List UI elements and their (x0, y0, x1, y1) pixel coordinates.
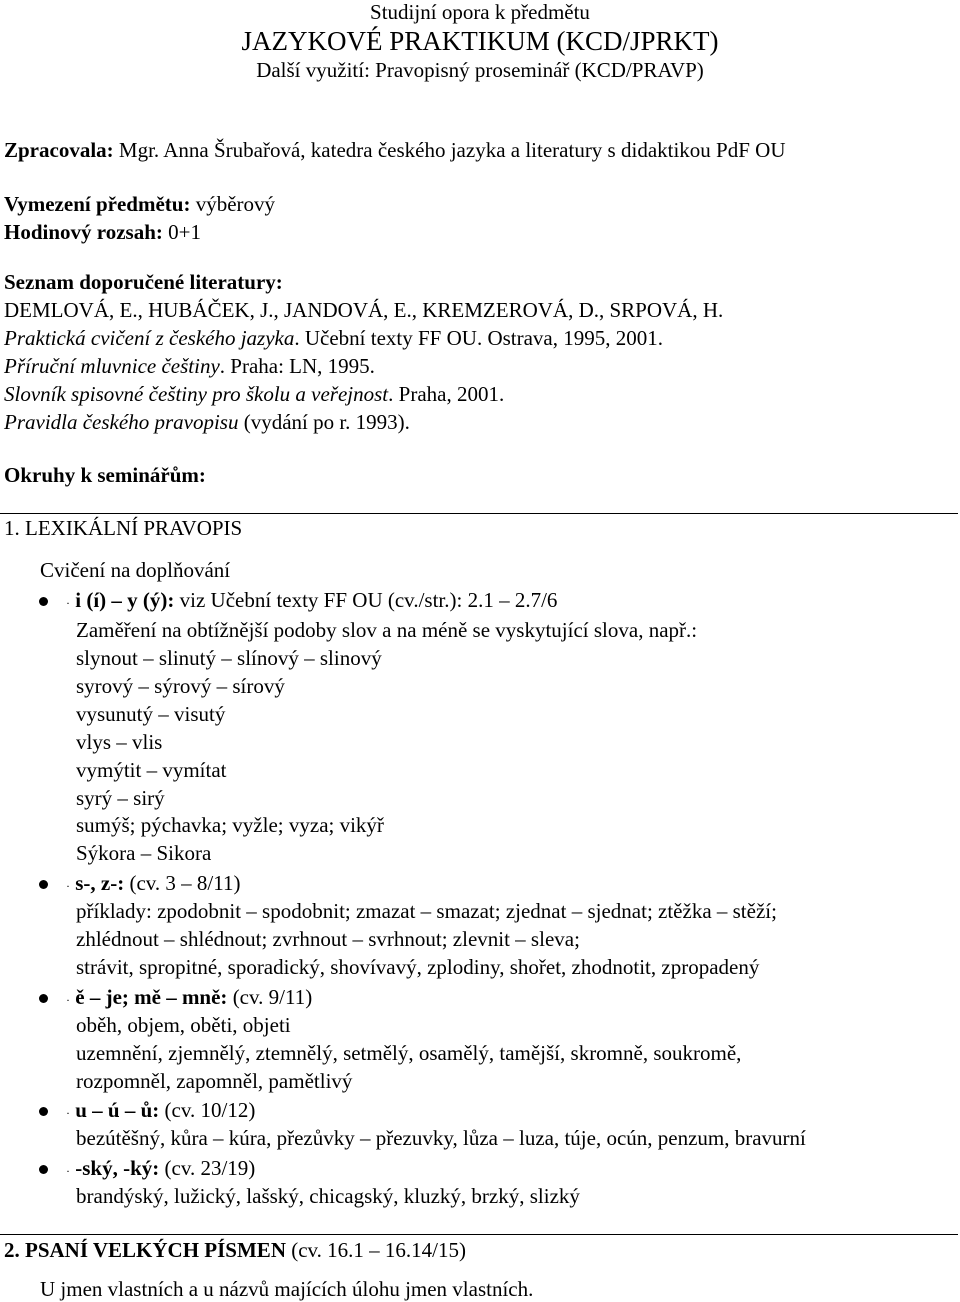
hours-label: Hodinový rozsah: (4, 220, 163, 244)
bullet-rest: viz Učební texty FF OU (cv./str.): 2.1 – 2.7/6 (174, 588, 558, 612)
section-1-title: 1. LEXIKÁLNÍ PRAVOPIS (4, 516, 243, 540)
literature-authors: DEMLOVÁ, E., HUBÁČEK, J., JANDOVÁ, E., KREMZEROVÁ, D., SRPOVÁ, H. (4, 298, 724, 322)
literature-item-title: Pravidla českého pravopisu (4, 410, 239, 434)
example-line: bezútěšný, kůra – kúra, přezůvky – přezuvky, lůza – luza, túje, ocún, penzum, bravurní (76, 1126, 806, 1150)
header-line-1: Studijní opora k předmětu (370, 0, 590, 24)
literature-item (4, 328, 663, 349)
literature-item (4, 384, 504, 405)
example-line: oběh, objem, oběti, objeti (76, 1013, 291, 1037)
example-line: příklady: zpodobnit – spodobnit; zmazat – smazat; zjednat – sjednat; ztěžka – stěží; (76, 899, 777, 923)
literature-item-title: Slovník spisovné češtiny pro školu a veřejnost (4, 382, 389, 406)
bullet-label: s-, z-: (75, 871, 125, 895)
author-line (4, 140, 786, 161)
author-value: Mgr. Anna Šrubařová, katedra českého jazyka a literatury s didaktikou PdF OU (118, 138, 786, 162)
bullet-item-i-y: · i (í) – y (ý): viz Učební texty FF OU (cv./str.): 2.1 – 2.7/6 (66, 588, 558, 612)
example-line: syrý – sirý (76, 786, 165, 810)
example-line: Sýkora – Sikora (76, 841, 212, 865)
example-line: strávit, spropitné, sporadický, shovívavý, zplodiny, shořet, zhodnotit, zpropadený (76, 955, 760, 979)
author-label: Zpracovala: (4, 138, 114, 162)
bullet-label: u – ú – ů: (75, 1098, 160, 1122)
seminars-heading: Okruhy k seminářům: (4, 463, 206, 487)
bullet-icon (39, 880, 48, 889)
literature-item-title: Příruční mluvnice češtiny (4, 354, 220, 378)
literature-item-rest: . Praha: LN, 1995. (219, 354, 375, 378)
bullet-item-s-z: · s-, z-: (cv. 3 – 8/11) (66, 871, 241, 895)
literature-heading: Seznam doporučené literatury: (4, 270, 283, 294)
literature-item-rest: . Učební texty FF OU. Ostrava, 1995, 2001. (294, 326, 664, 350)
bullet-rest: (cv. 10/12) (159, 1098, 256, 1122)
example-line: vysunutý – visutý (76, 702, 226, 726)
section-2-title (4, 1240, 466, 1261)
bullet-icon (39, 1107, 48, 1116)
example-line: vymýtit – vymítat (76, 758, 227, 782)
divider (0, 1234, 958, 1235)
example-line: vlys – vlis (76, 730, 163, 754)
scope-label: Vymezení předmětu: (4, 192, 191, 216)
section-2-title-rest: (cv. 16.1 – 16.14/15) (285, 1238, 467, 1262)
hours-line (4, 222, 201, 243)
scope-value: výběrový (195, 192, 276, 216)
bullet-rest: (cv. 23/19) (159, 1156, 256, 1180)
header-line-3: Další využití: Pravopisný proseminář (KCD/PRAVP) (256, 58, 704, 82)
example-line: zhlédnout – shlédnout; zvrhnout – svrhnout; zlevnit – sleva; (76, 927, 580, 951)
scope-line (4, 194, 275, 215)
example-line: brandýský, lužický, lašský, chicagský, kluzký, brzký, slizký (76, 1184, 580, 1208)
bullet-item-u-u: · u – ú – ů: (cv. 10/12) (66, 1098, 256, 1122)
divider (0, 513, 958, 514)
hours-value: 0+1 (168, 220, 201, 244)
bullet-item-e-je: · ě – je; mě – mně: (cv. 9/11) (66, 985, 313, 1009)
bullet-icon (39, 1165, 48, 1174)
literature-item-title: Praktická cvičení z českého jazyka (4, 326, 295, 350)
bullet-rest: (cv. 3 – 8/11) (124, 871, 241, 895)
example-line: slynout – slinutý – slínový – slinový (76, 646, 382, 670)
bullet-icon (39, 597, 48, 606)
example-line: rozpomněl, zapomněl, pamětlivý (76, 1069, 353, 1093)
bullet-label: ě – je; mě – mně: (75, 985, 228, 1009)
bullet-rest: (cv. 9/11) (227, 985, 313, 1009)
example-line: uzemnění, zjemnělý, ztemnělý, setmělý, osamělý, tamější, skromně, soukromě, (76, 1041, 742, 1065)
section-2-text: U jmen vlastních a u názvů majících úlohu jmen vlastních. (40, 1277, 534, 1301)
bullet-label: -ský, -ký: (75, 1156, 160, 1180)
section-1-subtitle: Cvičení na doplňování (40, 558, 231, 582)
literature-item (4, 356, 375, 377)
literature-item-rest: (vydání po r. 1993). (238, 410, 410, 434)
bullet-icon (39, 994, 48, 1003)
course-title: JAZYKOVÉ PRAKTIKUM (KCD/JPRKT) (241, 26, 719, 56)
example-line: Zaměření na obtížnější podoby slov a na méně se vyskytující slova, např.: (76, 618, 698, 642)
example-line: syrový – sýrový – sírový (76, 674, 285, 698)
literature-item-rest: . Praha, 2001. (388, 382, 505, 406)
example-line: sumýš; pýchavka; vyžle; vyza; vikýř (76, 813, 384, 837)
literature-item (4, 412, 410, 433)
bullet-label: i (í) – y (ý): (75, 588, 175, 612)
bullet-item-sky-ky: · -ský, -ký: (cv. 23/19) (66, 1156, 256, 1180)
section-2-title-bold: 2. PSANÍ VELKÝCH PÍSMEN (4, 1238, 286, 1262)
